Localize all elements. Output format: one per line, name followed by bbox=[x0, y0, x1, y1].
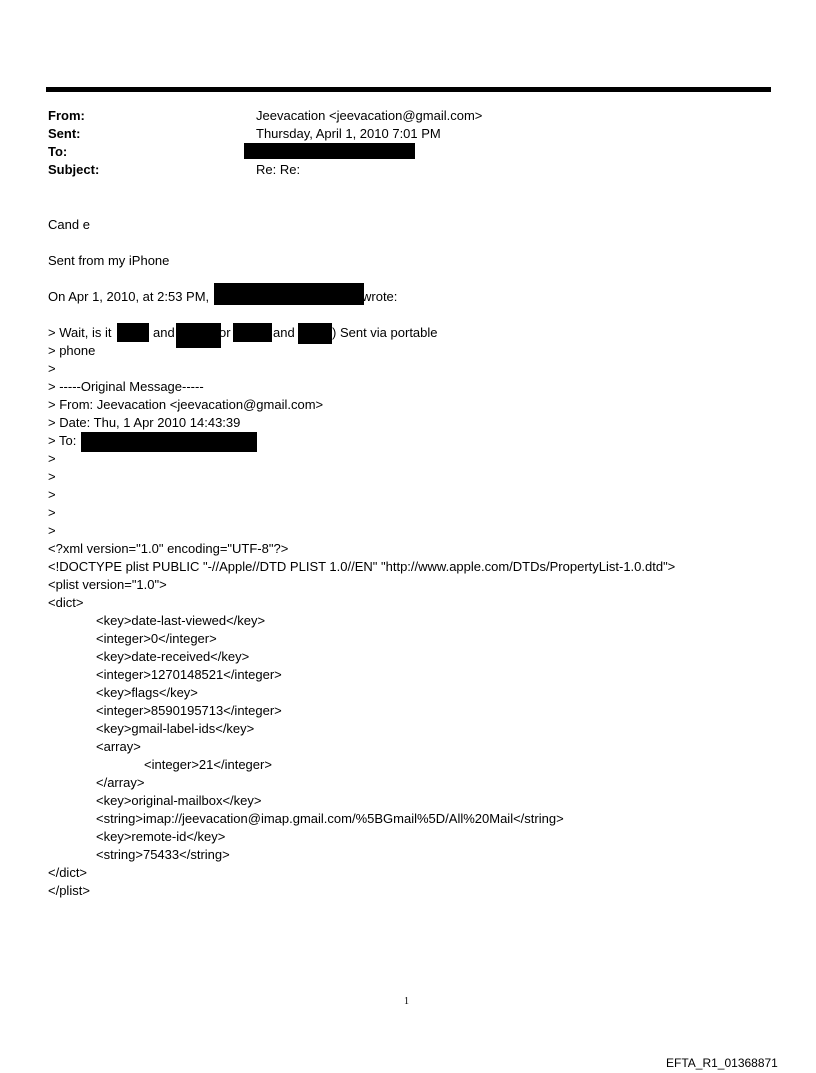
plist-line: <integer>1270148521</integer> bbox=[96, 667, 282, 682]
quote-phone: > phone bbox=[48, 343, 96, 358]
wait-redaction-2 bbox=[176, 323, 221, 348]
plist-line: <array> bbox=[96, 739, 141, 754]
wait-redaction-4 bbox=[298, 323, 332, 344]
plist-line: <!DOCTYPE plist PUBLIC "-//Apple//DTD PLIST 1.0//EN" "http://www.apple.com/DTDs/PropertyList-1.0.dtd"> bbox=[48, 559, 676, 574]
plist-line: <key>date-received</key> bbox=[96, 649, 250, 664]
plist-line: </dict> bbox=[48, 865, 88, 880]
wait-text-d: and bbox=[273, 325, 295, 340]
quote-to-redaction bbox=[81, 432, 257, 452]
plist-line: </array> bbox=[96, 775, 145, 790]
to-label: To: bbox=[48, 144, 68, 159]
plist-line: <key>remote-id</key> bbox=[96, 829, 226, 844]
plist-line: <?xml version="1.0" encoding="UTF-8"?> bbox=[48, 541, 289, 556]
sent-value: Thursday, April 1, 2010 7:01 PM bbox=[256, 126, 441, 141]
plist-line: <key>flags</key> bbox=[96, 685, 198, 700]
quote-blank: > bbox=[48, 361, 56, 376]
plist-line: <key>date-last-viewed</key> bbox=[96, 613, 266, 628]
plist-line: <integer>8590195713</integer> bbox=[96, 703, 282, 718]
wait-text-b: and bbox=[153, 325, 175, 340]
plist-line: <key>original-mailbox</key> bbox=[96, 793, 262, 808]
plist-line: <integer>0</integer> bbox=[96, 631, 217, 646]
quote-blank: > bbox=[48, 523, 56, 538]
quote-author-redaction bbox=[214, 283, 364, 305]
sent-label: Sent: bbox=[48, 126, 81, 141]
subject-value: Re: Re: bbox=[256, 162, 301, 177]
quote-intro-prefix: On Apr 1, 2010, at 2:53 PM, bbox=[48, 289, 210, 304]
quote-original-date: > Date: Thu, 1 Apr 2010 14:43:39 bbox=[48, 415, 241, 430]
plist-line: <string>75433</string> bbox=[96, 847, 230, 862]
from-value: Jeevacation <jeevacation@gmail.com> bbox=[256, 108, 483, 123]
wait-text-a: > Wait, is it bbox=[48, 325, 112, 340]
plist-line: <key>gmail-label-ids</key> bbox=[96, 721, 255, 736]
body-line-sent-from: Sent from my iPhone bbox=[48, 253, 170, 268]
quote-original-message: > -----Original Message----- bbox=[48, 379, 204, 394]
quote-original-to: > To: bbox=[48, 433, 77, 448]
plist-line: <string>imap://jeevacation@imap.gmail.com/%5BGmail%5D/All%20Mail</string> bbox=[96, 811, 564, 826]
wait-text-c: or bbox=[219, 325, 231, 340]
wait-text-e: ) Sent via portable bbox=[332, 325, 438, 340]
quote-blank: > bbox=[48, 487, 56, 502]
from-label: From: bbox=[48, 108, 85, 123]
header-rule bbox=[46, 87, 771, 92]
bates-number: EFTA_R1_01368871 bbox=[666, 1056, 778, 1070]
wait-redaction-1 bbox=[117, 323, 149, 342]
plist-line: <integer>21</integer> bbox=[144, 757, 272, 772]
page-number: 1 bbox=[404, 996, 409, 1007]
quote-intro-suffix: wrote: bbox=[362, 289, 398, 304]
plist-line: <dict> bbox=[48, 595, 84, 610]
plist-line: <plist version="1.0"> bbox=[48, 577, 167, 592]
quote-blank: > bbox=[48, 469, 56, 484]
plist-line: </plist> bbox=[48, 883, 90, 898]
body-line-candle: Cand e bbox=[48, 217, 90, 232]
quote-blank: > bbox=[48, 451, 56, 466]
quote-original-from: > From: Jeevacation <jeevacation@gmail.com> bbox=[48, 397, 324, 412]
subject-label: Subject: bbox=[48, 162, 100, 177]
quote-blank: > bbox=[48, 505, 56, 520]
wait-redaction-3 bbox=[233, 323, 272, 342]
to-redaction bbox=[244, 143, 415, 159]
